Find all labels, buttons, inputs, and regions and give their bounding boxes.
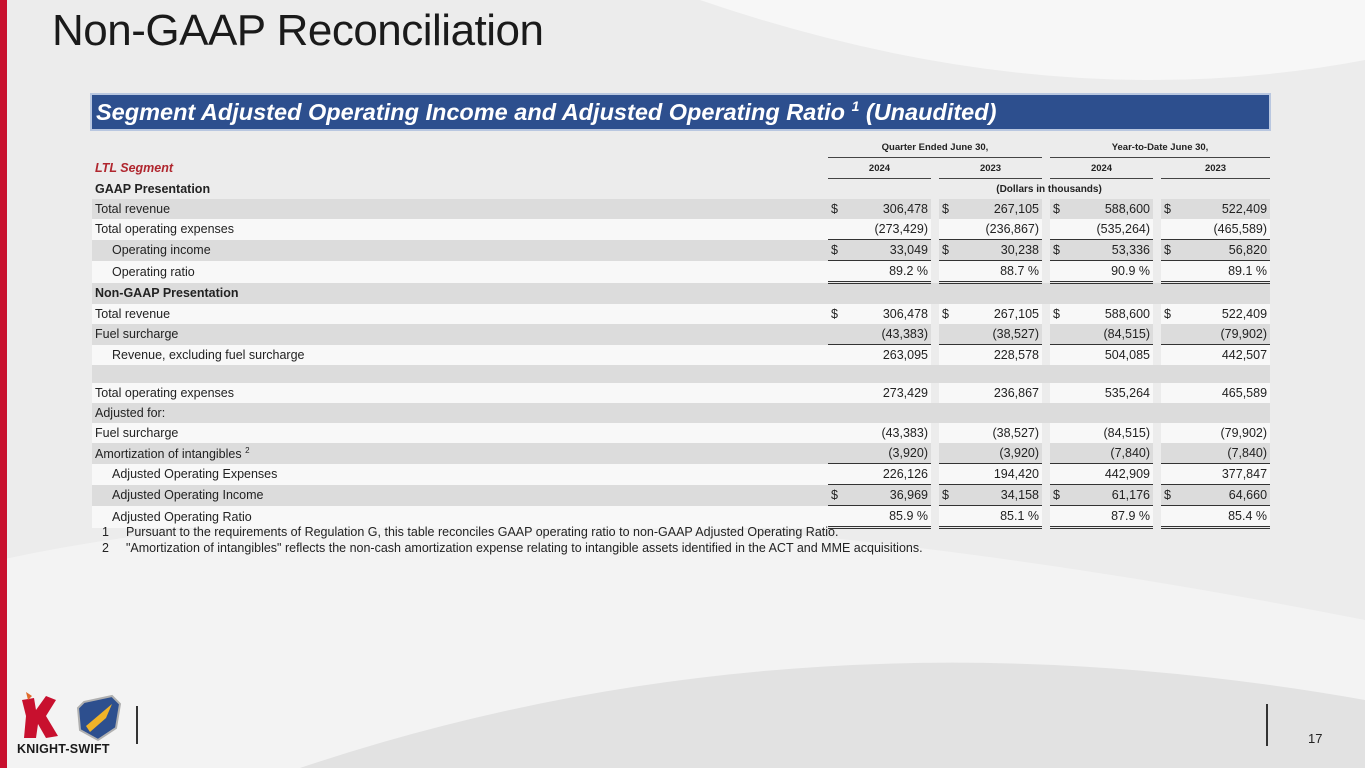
value-cell: (7,840) — [1050, 443, 1153, 464]
value-cell: $ 61,176 — [1050, 485, 1153, 506]
section-banner — [90, 93, 1271, 131]
table-row — [92, 383, 1270, 403]
footnotes — [102, 524, 923, 556]
row-label: Adjusted Operating Income — [92, 485, 828, 506]
value-cell: $ 306,478 — [828, 199, 931, 219]
spacer-row — [92, 365, 1270, 383]
value-cell: 442,909 — [1050, 464, 1153, 485]
table-row — [92, 443, 1270, 464]
value-cell: $ 588,600 — [1050, 304, 1153, 324]
value-cell: (84,515) — [1050, 324, 1153, 345]
divider — [1266, 704, 1268, 746]
reconciliation-table — [92, 137, 1270, 529]
currency-symbol: $ — [1164, 243, 1171, 257]
value-cell: 442,507 — [1161, 345, 1270, 366]
row-label: Revenue, excluding fuel surcharge — [92, 345, 828, 366]
row-label: Fuel surcharge — [92, 423, 828, 443]
value-cell: (465,589) — [1161, 219, 1270, 240]
value-cell: (79,902) — [1161, 324, 1270, 345]
year-header: 2023 — [939, 158, 1042, 179]
segment-label: LTL Segment — [95, 161, 174, 175]
row-label: Operating ratio — [92, 261, 828, 283]
row-label: Adjusted Operating Expenses — [92, 464, 828, 485]
year-header: 2024 — [1050, 158, 1153, 179]
value-cell: (79,902) — [1161, 423, 1270, 443]
value-cell: 236,867 — [939, 383, 1042, 403]
value-cell: (273,429) — [828, 219, 931, 240]
row-label: Total revenue — [92, 304, 828, 324]
value-cell: 85.1 % — [939, 506, 1042, 528]
currency-symbol: $ — [1164, 488, 1171, 502]
value-cell: 465,589 — [1161, 383, 1270, 403]
slide-title: Non-GAAP Reconciliation — [52, 6, 544, 55]
value-cell: $ 56,820 — [1161, 240, 1270, 261]
table-row — [92, 304, 1270, 324]
currency-symbol: $ — [942, 243, 949, 257]
value-cell: (3,920) — [939, 443, 1042, 464]
row-label: Operating income — [92, 240, 828, 261]
value-cell: (38,527) — [939, 324, 1042, 345]
value-cell: $ 64,660 — [1161, 485, 1270, 506]
currency-symbol: $ — [1164, 202, 1171, 216]
value-cell: 377,847 — [1161, 464, 1270, 485]
row-label: Adjusted Operating Ratio — [92, 506, 828, 528]
value-cell: (43,383) — [828, 423, 931, 443]
currency-symbol: $ — [942, 202, 949, 216]
currency-symbol: $ — [1053, 307, 1060, 321]
currency-symbol: $ — [942, 488, 949, 502]
units-note: (Dollars in thousands) — [996, 183, 1102, 195]
currency-symbol: $ — [831, 307, 838, 321]
nongaap-heading: Non-GAAP Presentation — [92, 283, 828, 305]
value-cell: (535,264) — [1050, 219, 1153, 240]
value-cell: 88.7 % — [939, 261, 1042, 283]
table-row — [92, 219, 1270, 240]
value-cell: 228,578 — [939, 345, 1042, 366]
value-cell: $ 267,105 — [939, 199, 1042, 219]
currency-symbol: $ — [831, 243, 838, 257]
year-header: 2024 — [828, 158, 931, 179]
row-label: Amortization of intangibles $^2$ — [92, 443, 828, 464]
table-row — [92, 240, 1270, 261]
row-label: Total operating expenses — [92, 219, 828, 240]
value-cell: 504,085 — [1050, 345, 1153, 366]
value-cell: $ 267,105 — [939, 304, 1042, 324]
value-cell: $ 306,478 — [828, 304, 931, 324]
gaap-heading: GAAP Presentation — [95, 181, 211, 196]
value-cell: $ 522,409 — [1161, 304, 1270, 324]
value-cell: (7,840) — [1161, 443, 1270, 464]
value-cell: 263,095 — [828, 345, 931, 366]
year-header: 2023 — [1161, 158, 1270, 179]
currency-symbol: $ — [1053, 488, 1060, 502]
currency-symbol: $ — [1053, 202, 1060, 216]
value-cell: 89.1 % — [1161, 261, 1270, 283]
value-cell: 85.9 % — [828, 506, 931, 528]
divider — [136, 706, 138, 744]
row-label: Total revenue — [92, 199, 828, 219]
footnote-1: 1 Pursuant to the requirements of Regulation G, this table reconciles GAAP operating ratio to non-GAAP Adjusted Operating Ratio. — [102, 525, 839, 539]
table-row — [92, 485, 1270, 506]
table-row — [92, 199, 1270, 219]
value-cell: 89.2 % — [828, 261, 931, 283]
value-cell: (43,383) — [828, 324, 931, 345]
currency-symbol: $ — [831, 488, 838, 502]
group-header-quarter: Quarter Ended June 30, — [828, 137, 1042, 158]
value-cell: $ 34,158 — [939, 485, 1042, 506]
table-row — [92, 345, 1270, 366]
value-cell: $ 588,600 — [1050, 199, 1153, 219]
value-cell: (236,867) — [939, 219, 1042, 240]
value-cell: (3,920) — [828, 443, 931, 464]
value-cell: $ 33,049 — [828, 240, 931, 261]
brand-wordmark: KNIGHT-SWIFT — [17, 742, 110, 756]
table-row — [92, 261, 1270, 283]
value-cell: $ 30,238 — [939, 240, 1042, 261]
value-cell: $ 53,336 — [1050, 240, 1153, 261]
value-cell: 85.4 % — [1161, 506, 1270, 528]
value-cell: $ 522,409 — [1161, 199, 1270, 219]
table-row — [92, 324, 1270, 345]
page-number: 17 — [1308, 731, 1323, 746]
currency-symbol: $ — [942, 307, 949, 321]
value-cell: 194,420 — [939, 464, 1042, 485]
value-cell: 273,429 — [828, 383, 931, 403]
value-cell: (84,515) — [1050, 423, 1153, 443]
value-cell: 535,264 — [1050, 383, 1153, 403]
row-label: Total operating expenses — [92, 383, 828, 403]
accent-bar — [0, 0, 7, 768]
value-cell: 90.9 % — [1050, 261, 1153, 283]
group-header-ytd: Year-to-Date June 30, — [1050, 137, 1270, 158]
row-label: Fuel surcharge — [92, 324, 828, 345]
currency-symbol: $ — [1053, 243, 1060, 257]
footnote-2: 2 "Amortization of intangibles" reflects the non-cash amortization expense relating to intangible assets identified in the ACT and MME acquisitions. — [102, 541, 923, 555]
currency-symbol: $ — [1164, 307, 1171, 321]
banner-title: Segment Adjusted Operating Income and Adjusted Operating Ratio $^1$ (Unaudited) — [96, 98, 997, 125]
value-cell: 226,126 — [828, 464, 931, 485]
table-row — [92, 464, 1270, 485]
adjusted-for-label: Adjusted for: — [92, 403, 828, 423]
currency-symbol: $ — [831, 202, 838, 216]
value-cell: $ 36,969 — [828, 485, 931, 506]
table-row — [92, 423, 1270, 443]
value-cell: (38,527) — [939, 423, 1042, 443]
value-cell: 87.9 % — [1050, 506, 1153, 528]
